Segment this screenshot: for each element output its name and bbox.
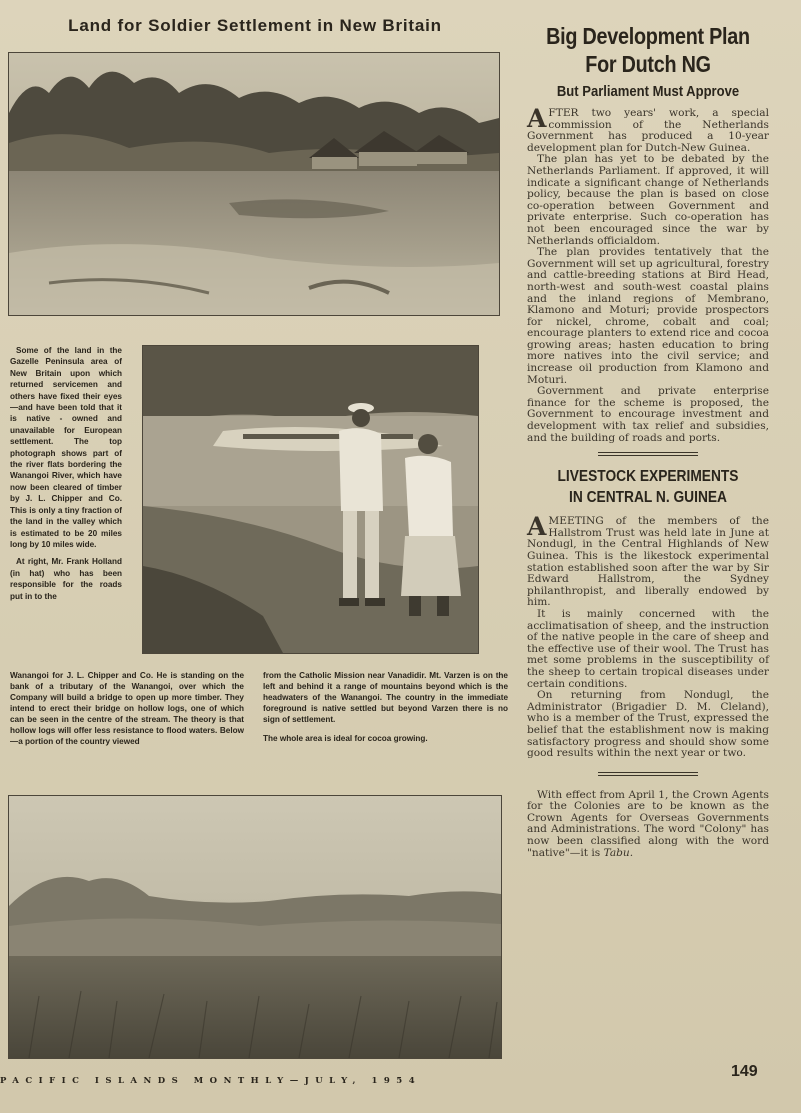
side-caption-paragraph: At right, Mr. Frank Holland (in hat) who has been responsible for the roads put in to the (10, 557, 122, 601)
crown-agents-tabu: Tabu. (603, 846, 634, 859)
right-column (527, 22, 769, 859)
crown-agents-note (527, 790, 769, 860)
dutch-paragraph (527, 104, 769, 154)
page-number: 149 (731, 1063, 758, 1080)
dutch-paragraph: The plan has yet to be debated by the Netherlands Parliament. If approved, it will indicate a significant change of Netherlands policy, because the plan is based on close co-operation between Government and private enterprise. Such co-operation has not been encouraged since the war by Netherlands officialdom. (527, 153, 769, 247)
dutch-paragraph-text: FTER two years' work, a special commission of the Netherlands Government has produced a 10-year development plan for Dutch-New Guinea. (527, 107, 769, 154)
caption-middle-text: Wanangoi for J. L. Chipper and Co. He is standing on the bank of a tributary of the Wanangoi, over which the Company will build a bridge to open up more timber. They intend to erect their bridge on hollow logs, one of which can be seen in the centre of the stream. The theory is that hollow logs will offer less resistance to flood waters. Below—a portion of the country viewed (10, 671, 244, 746)
drop-cap: A (527, 104, 547, 133)
caption-continued-text: from the Catholic Mission near Vanadidir. Mt. Varzen is on the left and behind it a range of mountains beyond which is the headwaters of the Wanangoi. The country in the immediate foreground is native settled but beyond Varzen there is no sign of settlement. (263, 671, 508, 724)
livestock-headline (544, 466, 752, 508)
drop-cap: A (527, 512, 547, 542)
livestock-article (527, 512, 769, 760)
livestock-paragraph (527, 512, 769, 609)
caption-continued-text: The whole area is ideal for cocoa growing. (263, 734, 428, 743)
dutch-paragraph: The plan provides tentatively that the Government will set up agricultural, forestry and cattle-breeding stations at Bird Head, north-west and south-west coastal plains and the inland regions of Membrano, Klamono and Moturi; provide prospectors for nickel, chrome, cobalt and coal; encourage planters to extend rice and cocoa growing areas; hasten education to bring more natives into the civil service; and increase oil production from Klamono and Moturi. (527, 246, 769, 386)
crown-agents-paragraph (527, 790, 769, 860)
side-caption-paragraph: Some of the land in the Gazelle Peninsula area of New Britain upon which returned servicemen and others have fixed their eyes—and have been told that it is native - owned and unavailable for European settlement. The top photograph shows part of the river flats bordering the Wanangoi River, which have now been cleared of timber by J. L. Chipper and Co. This is only a tiny fraction of the land in the valley which is estimated to be 20 miles long by 10 miles wide. (10, 346, 122, 549)
livestock-paragraph: On returning from Nondugl, the Administrator (Brigadier D. M. Cleland), who is a member of the Trust, expressed the belief that the establishment now is making satisfactory progress and should show some good results within the next year or two. (527, 689, 769, 760)
dutch-headline-line: Big Development Plan (546, 23, 750, 49)
livestock-paragraph: It is mainly concerned with the acclimatisation of sheep, and the instruction of the native people in the care of sheep and the effective use of their wool. The Trust has met some problems in the susceptibility of the sheep to certain tropical diseases under certain conditions. (527, 607, 769, 690)
photo-country-view (8, 795, 502, 1059)
dutch-subheadline: But Parliament Must Approve (556, 84, 740, 100)
photo-men-by-stream (142, 345, 479, 654)
dutch-headline-line: For Dutch NG (585, 51, 711, 77)
footer-masthead: PACIFIC ISLANDS MONTHLY—JULY, 1954 (0, 1076, 422, 1086)
caption-middle (10, 670, 244, 747)
dutch-headline (544, 22, 752, 78)
livestock-headline-line: LIVESTOCK EXPERIMENTS (557, 468, 739, 486)
dutch-article (527, 104, 769, 444)
caption-continued (263, 670, 508, 752)
left-headline: Land for Soldier Settlement in New Britain (68, 16, 442, 35)
side-caption (10, 345, 122, 608)
dutch-paragraph: Government and private enterprise finance for the scheme is proposed, the Government to encourage investment and development with tax relief and subsidies, and the building of roads and ports. (527, 385, 769, 444)
divider-rule (598, 772, 698, 776)
photo-river-flats (8, 52, 500, 316)
livestock-headline-line: IN CENTRAL N. GUINEA (569, 489, 727, 507)
livestock-paragraph-text: MEETING of the members of the Hallstrom Trust was held late in June at Nondugl, in the Central Highlands of New Guinea. This is the likestock experimental station established soon after the war by Sir Edward Hallstrom, the Sydney philanthropist, and liberally endowed by him. (527, 515, 769, 609)
crown-agents-text: With effect from April 1, the Crown Agents for the Colonies are to be known as the Crown Agents for Overseas Governments and Administrations. The word "Colony" has now been classified along with the word "native"—it is (527, 788, 769, 859)
divider-rule (598, 452, 698, 456)
